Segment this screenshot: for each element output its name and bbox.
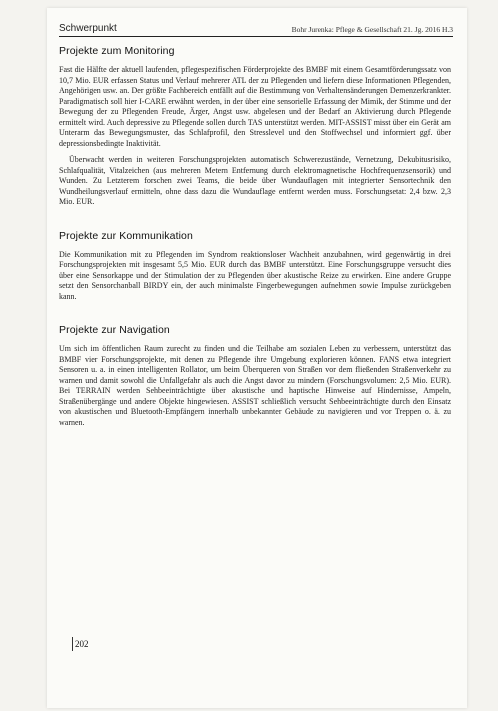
document-page — [47, 8, 467, 708]
section-heading: Projekte zum Monitoring — [59, 45, 175, 57]
section-navigation — [59, 324, 451, 428]
section-heading: Projekte zur Kommunikation — [59, 229, 193, 242]
section-monitoring — [59, 45, 451, 208]
page-number: 202 — [72, 637, 89, 651]
section-label: Schwerpunkt — [59, 23, 117, 34]
paragraph: Die Kommunikation mit zu Pflegenden im Syndrom reaktionsloser Wachheit anzubahnen, wird gegenwärtig in drei Forschungsprojekten mit insgesamt 5,5 Mio. EUR durch das BMBF unterstützt. Eine Forschungsgruppe versucht dies über eine Sensorkappe und der Stimulation der zu Pflegenden über akustische Reize zu erwirken. Eine andere Gruppe setzt den Sensorchanball BIRDY ein, der auch minimalste Fingerbewegungen aufnehmen sowie Impulse zurückgeben kann. — [59, 249, 451, 301]
paragraph: Fast die Hälfte der aktuell laufenden, pflegespezifischen Förderprojekte des BMBF mit einem Gesamtförderungssatz von 10,7 Mio. EUR erfassen Status und Verlauf mehrerer ATL der zu Pflegenden und liefern diese Informationen Pflegenden, Angehörigen usw. an. Der größte Fachbereich entfällt auf die Bestimmung von Verhaltensänderungen Demenzerkrankter. Paradigmatisch soll hier I-CARE erwähnt werden, in der über eine sensorielle Erfassung der Mimik, der Stimme und der Bewegung der zu Pflegenden Freude, Ärger, Angst usw. abgelesen und der Bedarf an Aktivierung durch Pflegende ermittelt wird. Auch depressive zu Pflegende sollen durch TAS unterstützt werden. MIT-ASSIST misst über ein Gerät am Unterarm das Bewegungsmuster, das Schlafprofil, den Stresslevel und den Stoffwechsel und informiert ggf. über depressionsbedingte Inaktivität. — [59, 65, 451, 148]
article-body — [59, 45, 451, 444]
paragraph: Um sich im öffentlichen Raum zurecht zu finden und die Teilhabe am sozialen Leben zu verbessern, unterstützt das BMBF vier Forschungsprojekte, mit denen zu Pflegende ihre Umgebung explorieren können. FANS etwa integriert Sensoren u. a. in einen intelligenten Rollator, um beim Überqueren von Straßen vor dem fließenden Straßenverkehr zu warnen und damit sowohl die Unfallgefahr als auch die Angst davor zu mindern (Forschungsvolumen: 2,5 Mio. EUR). Bei TERRAIN werden Sehbeeinträchtigte über akustische und haptische Hinweise auf Hindernisse, Ampeln, Straßenübergänge und andere Objekte hingewiesen. ASSIST schließlich versucht Sehbeeinträchtigte durch den Einsatz von akustischen und Bluetooth-Empfängern innerhalb unbekannter Gebäude zu navigieren und vor Treppen o. ä. zu warnen. — [59, 344, 451, 427]
section-heading: Projekte zur Navigation — [59, 324, 170, 336]
running-header — [59, 14, 453, 37]
paragraph: Überwacht werden in weiteren Forschungsprojekten automatisch Schwerezustände, Vernetzung, Dekubitusrisiko, Schlafqualität, Vitalzeichen (aus mehreren Metern Entfernung durch elektromagnetische Hochfrequenzsensorik) und Wunden. Zu Letzterem forschen zwei Teams, die beide über Wundauflagen mit integrierter Sensortechnik den Wundheilungsverlauf ermitteln, ohne dass dazu die Wundauflage entfernt werden muss. Forschungsetat: 2,4 bzw. 2,3 Mio. EUR. — [59, 155, 451, 206]
section-communication — [59, 230, 451, 303]
journal-citation: Bohr Jurenka: Pflege & Gesellschaft 21. Jg. 2016 H.3 — [291, 25, 453, 34]
